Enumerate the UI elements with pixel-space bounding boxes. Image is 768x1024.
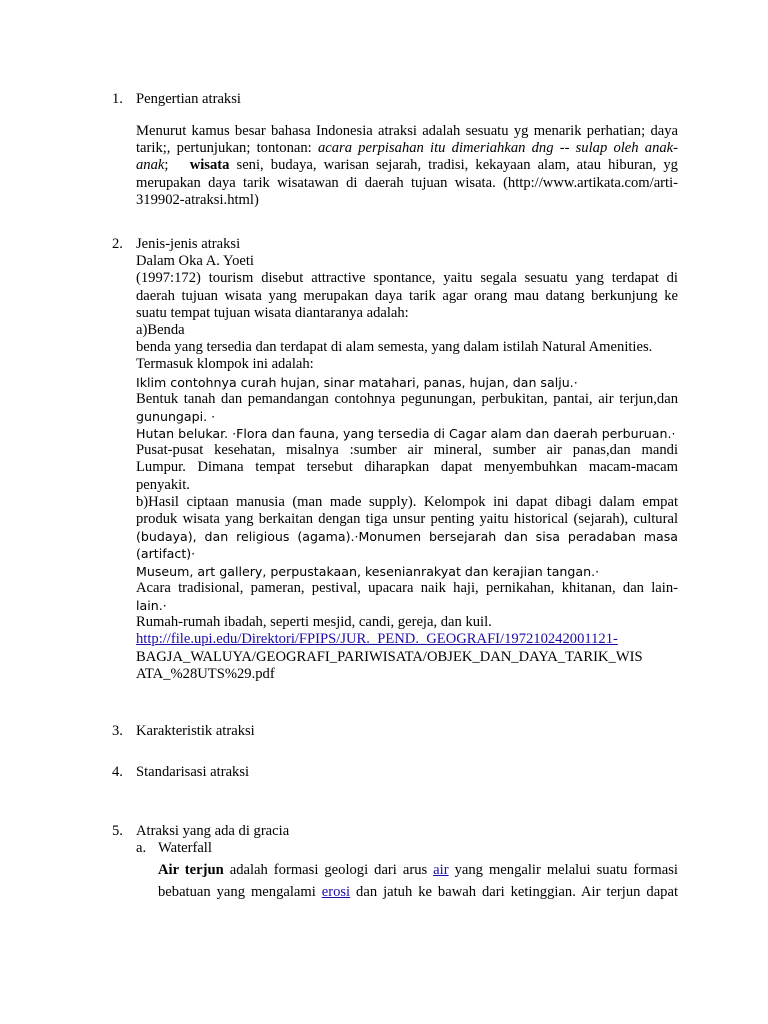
link-air[interactable]: air [433,862,449,878]
text-line: (1997:172) tourism disebut attractive spontance, yaitu segala sesuatu yang terdapat di [136,270,678,287]
text-line: Hutan belukar. ·Flora dan fauna, yang tersedia di Cagar alam dan daerah perburuan.· [136,426,676,442]
text-line: b)Hasil ciptaan manusia (man made supply). Kelompok ini dapat dibagi dalam empat [136,493,678,510]
text-line: suatu tempat tujuan wisata diantaranya adalah: [136,304,409,321]
bold-term-wisata: wisata [189,157,230,174]
text-line: Termasuk klompok ini adalah: [136,356,314,373]
list-number-4: 4. [112,764,123,780]
sub-title-waterfall: Waterfall [158,840,212,856]
text-line: ATA_%28UTS%29.pdf [136,665,275,682]
text-line: a)Benda [136,321,185,338]
text-line: Lumpur. Dimana tempat tersebut diharapkan dapat menyembuhkan macam-macam [136,459,678,476]
text-line: lain.· [136,597,167,613]
section-title-gracia: Atraksi yang ada di gracia [136,823,290,839]
text-line: tarik;, pertunjukan; tontonan: acara perpisahan itu dimeriahkan dng -- sulap oleh anak- [136,140,678,157]
bold-term-air-terjun: Air terjun [158,862,224,878]
text-line: produk wisata yang berkaitan dengan tiga unsur penting yaitu historical (sejarah), cultural [136,511,678,527]
sub-list-letter-a: a. [136,840,147,856]
text-line: Menurut kamus besar bahasa Indonesia atraksi adalah sesuatu yg menarik perhatian; daya [136,123,678,139]
text-line: Air terjun adalah formasi geologi dari arus air yang mengalir melalui suatu formasi [158,862,678,878]
text-line: merupakan daya tarik wisatawan di daerah tujuan wisata. (http://www.artikata.com/arti- [136,174,678,191]
text-line: Pusat-pusat kesehatan, misalnya :sumber air mineral, sumber air panas,dan mandi [136,442,678,459]
text-line: 319902-atraksi.html) [136,191,259,208]
text-line: Iklim contohnya curah hujan, sinar matahari, panas, hujan, dan salju.· [136,374,578,390]
text-line: Museum, art gallery, perpustakaan, kesenianrakyat dan kerajian tangan.· [136,563,600,579]
text-line: penyakit. [136,476,190,493]
text-line: Dalam Oka A. Yoeti [136,253,254,270]
text-line: Rumah-rumah ibadah, seperti mesjid, candi, gereja, dan kuil. [136,614,492,631]
text-line: gunungapi. · [136,408,216,424]
list-number-1: 1. [112,91,123,107]
text-line: daerah tujuan wisata yang merupakan daya tarik agar orang mau datang berkunjung ke [136,287,678,304]
list-number-2: 2. [112,236,123,252]
section-title-standarisasi: Standarisasi atraksi [136,764,250,780]
text-line: (budaya), dan religious (agama).·Monumen bersejarah dan sisa peradaban masa [136,529,678,545]
text-line: Acara tradisional, pameran, pestival, upacara naik haji, pernikahan, khitanan, dan lain- [136,579,678,596]
section-title-karakteristik: Karakteristik atraksi [136,723,255,739]
list-number-3: 3. [112,723,123,739]
paragraph-pengertian [136,123,678,209]
text-line: Bentuk tanah dan pemandangan contohnya pegunungan, perbukitan, pantai, air terjun,dan [136,390,678,407]
paragraph-air-terjun [158,862,678,901]
italic-example: acara perpisahan itu dimeriahkan dng -- sulap oleh anak- [317,140,678,157]
list-number-5: 5. [112,823,123,839]
section-title-jenis: Jenis-jenis atraksi [136,236,241,252]
section-title-pengertian: Pengertian atraksi [136,91,241,107]
section-body-jenis [136,236,678,683]
link-erosi[interactable]: erosi [321,884,351,901]
text-line: (artifact)· [136,546,196,562]
url-link-upi[interactable]: http://file.upi.edu/Direktori/FPIPS/JUR._PEND._GEOGRAFI/197210242001121- [136,631,618,648]
text-line: BAGJA_WALUYA/GEOGRAFI_PARIWISATA/OBJEK_DAN_DAYA_TARIK_WIS [136,648,643,665]
text-line: benda yang tersedia dan terdapat di alam semesta, yang dalam istilah Natural Amenities. [136,339,653,356]
text-line: bebatuan yang mengalami erosi dan jatuh ke bawah dari ketinggian. Air terjun dapat [158,884,678,901]
text-line: anak; wisata seni, budaya, warisan sejarah, tradisi, kekayaan alam, atau hiburan, yg [136,157,678,174]
